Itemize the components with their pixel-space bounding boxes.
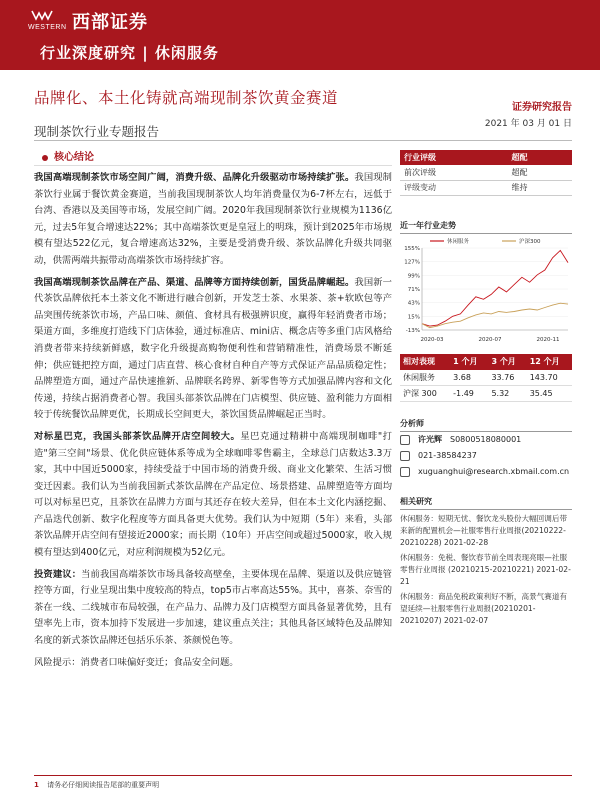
phone-icon	[400, 451, 410, 461]
report-category: 行业深度研究 | 休闲服务	[40, 44, 219, 62]
x-tick-label: 2020-11	[536, 336, 560, 343]
rating-table	[400, 150, 572, 196]
legend-label: 休闲服务	[447, 238, 470, 245]
paragraph-market: 我国高端现制茶饮市场空间广阔，消费升级、品牌化升级驱动市场持续扩张。我国现制茶饮行业属于餐饮黄金赛道，当前我国现制茶饮人均年消费量仅为6-7杯左右，远低于台湾、香港以及美国等市场，发展空间广阔。2020年我国现制茶饮行业规模为1136亿元，过去5年复合增速达22%；其中高端茶饮更是皇冠上的明珠，预计到2025年市场规模有望达522亿元，复合增速高达32%，主要是受消费升级、茶饮品牌化升级共同驱动，供需两端共振带动高端茶饮市场持续扩容。	[34, 172, 392, 266]
main-column	[34, 150, 392, 671]
logo-english: WESTERN	[28, 24, 67, 31]
prev-rating-label: 前次评级	[400, 165, 508, 180]
paragraph-starbucks: 对标星巴克，我国头部茶饮品牌开店空间较大。星巴克通过精耕中高端现制咖啡"打造"第三空间"场景、优化供应链体系等成为全球咖啡零售霸主，全球总门店数达3.3万家，其中中国近5000家，持续受益于中国市场的消费升级、商业文化繁荣、生活习惯变迁因素。我们认为当前我国新式茶饮品牌在产品定位、场景搭建、品牌塑造等方面均可以对标星巴克，且茶饮在品牌力方面与其还存在较大差异，但在本土文化内涵挖掘、产品迭代创新、数字化程度等方面具备更大优势。我们认为中短期（5年）来看，头部茶饮品牌开店空间有望接近2000家；而长期（10年）开店空间或超过5000家，收入规模有望达到400亿元，对应利润规模为52亿元。	[34, 430, 392, 559]
section-heading: 核心结论	[34, 150, 392, 166]
related-item[interactable]: 休闲服务：免税、餐饮春节前全周表现亮眼—社服零售行业周报 (20210215-20210221) 2021-02-21	[400, 553, 571, 586]
analyst-name: 许光辉	[418, 435, 442, 444]
perf-header: 12 个月	[527, 354, 572, 370]
logo-chinese: 西部证券	[72, 12, 148, 33]
rating-change-label: 评级变动	[400, 180, 508, 195]
related-item[interactable]: 休闲服务：短期无忧、餐饮龙头股份大幅回调后带来新的配置机会—社服零售行业周报(20210222-20210228) 2021-02-28	[400, 514, 568, 547]
x-tick-label: 2020-07	[478, 336, 502, 343]
series-line-1	[422, 303, 568, 327]
western-logo-icon	[30, 8, 54, 22]
header-band	[0, 0, 600, 70]
bullet-icon	[42, 155, 48, 161]
perf-header: 3 个月	[488, 354, 526, 370]
report-date: 2021 年 03 月 01 日	[484, 119, 572, 129]
legend-label: 沪深300	[519, 238, 541, 245]
related-item[interactable]: 休闲服务：商品免税政策利好不断，高景气赛道有望延续—社服零售行业周报(20210201-20210207) 2021-02-07	[400, 592, 568, 625]
analyst-email[interactable]: xuguanghui@research.xbmail.com.cn	[418, 467, 570, 476]
perf-header: 相对表现	[400, 354, 450, 370]
footer	[34, 780, 159, 790]
trend-chart	[400, 236, 572, 344]
rating-change-value: 维持	[508, 180, 573, 195]
risk-warning: 风险提示：消费者口味偏好变迁；食品安全问题。	[34, 656, 239, 668]
sidebar	[400, 150, 572, 627]
rating-value: 超配	[508, 150, 573, 165]
footer-divider	[34, 775, 572, 776]
analyst-name-row	[400, 432, 572, 448]
y-tick-label: -13%	[405, 327, 420, 334]
report-title: 品牌化、本土化铸就高端现制茶饮黄金赛道	[34, 89, 339, 107]
y-tick-label: 71%	[407, 286, 420, 293]
page-number: 1	[34, 781, 39, 789]
prev-rating-value: 超配	[508, 165, 573, 180]
y-tick-label: 127%	[404, 259, 420, 266]
paragraph-innovation: 我国高端现制茶饮品牌在产品、渠道、品牌等方面持续创新，国货品牌崛起。我国新一代茶饮品牌依托本土茶文化不断进行融合创新，开发芝士茶、水果茶、茶+软欧包等产品突围传统茶饮市场，产品口味、颜值、食材具有极强辨识度，赢得年轻消费者市场；渠道方面，多维度打造线下门店体验，通过标准店、mini店、概念店等多重门店风格给消费者带来持续新鲜感，数字化升级提高购物便利性和营销精准性，消费场景不断延伸；供应链把控方面，通过门店直营、核心食材自种自产等方式保证产品品质稳定性；品牌塑造方面，通过产品快速推新、品牌联名跨界、新零售等方式加强品牌内容和文化传递，持续占据消费者心智。我国头部茶饮品牌在门店模型、供应链、盈利能力方面相较于传统餐饮品牌更优，长期成长空间更大，茶饮国货品牌崛起正当时。	[34, 276, 392, 421]
x-tick-label: 2020-03	[420, 336, 444, 343]
related-heading: 相关研究	[400, 496, 572, 510]
analyst-heading: 分析师	[400, 418, 572, 432]
trend-title: 近一年行业走势	[400, 220, 572, 234]
analyst-email-row	[400, 464, 572, 480]
person-icon	[400, 435, 410, 445]
report-type: 证券研究报告	[512, 102, 572, 113]
analyst-phone: 021-38584237	[418, 451, 477, 460]
title-divider	[34, 140, 572, 141]
analyst-phone-row	[400, 448, 572, 464]
paragraph-investment: 投资建议：当前我国高端茶饮市场具备较高壁垒，主要体现在品牌、渠道以及供应链管控等方面，行业呈现出集中度较高的特点，top5市占率高达55%。其中，喜茶、奈雪的茶在一线、二线城市布局较强，在产品力、品牌力及门店模型方面具备显著优势，且有望率先上市，资本加持下发展进一步加速，建议重点关注；其他具备区域特色及品牌知名度的新式茶饮品牌还包括乐乐茶、茶颜悦色等。	[34, 568, 392, 647]
footer-disclaimer: 请务必仔细阅读报告尾部的重要声明	[47, 781, 160, 789]
rating-label: 行业评级	[400, 150, 508, 165]
performance-table	[400, 354, 572, 403]
y-tick-label: 99%	[407, 272, 420, 279]
analyst-cert: S0800518080001	[450, 435, 522, 444]
table-row: 沪深 300 -1.49 5.32 35.45	[400, 386, 572, 402]
email-icon	[400, 467, 410, 477]
table-row: 休闲服务 3.68 33.76 143.70	[400, 370, 572, 386]
perf-header: 1 个月	[450, 354, 488, 370]
report-subtitle: 现制茶饮行业专题报告	[34, 124, 160, 139]
y-tick-label: 15%	[407, 313, 420, 320]
y-tick-label: 43%	[407, 300, 420, 307]
y-tick-label: 155%	[404, 245, 420, 252]
